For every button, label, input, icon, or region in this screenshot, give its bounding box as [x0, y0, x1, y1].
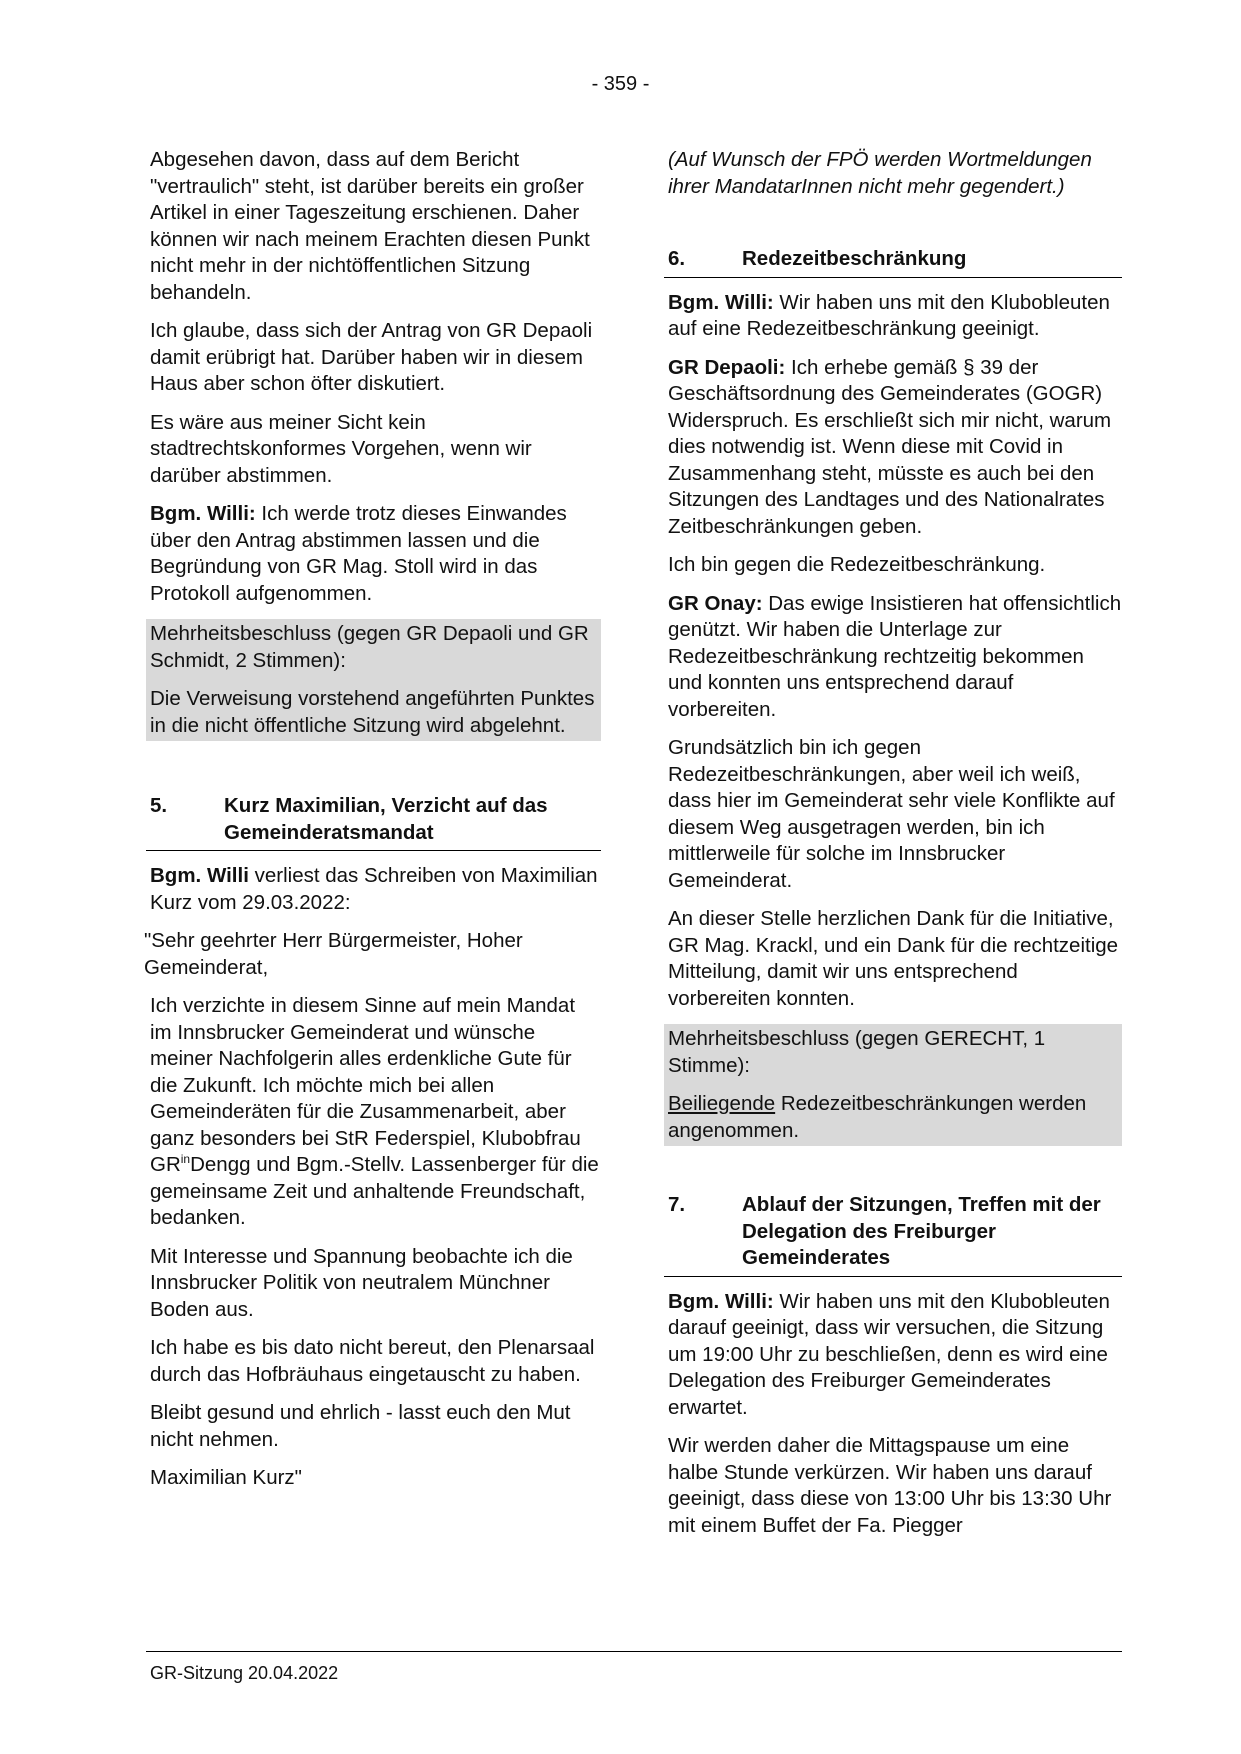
paragraph [664, 355, 1122, 541]
section-title: Kurz Maximilian, Verzicht auf das Gemeinderatsmandat [224, 794, 548, 844]
section-number: 5. [150, 794, 168, 817]
section-title: Ablauf der Sitzungen, Treffen mit der Delegation des Freiburger Gemeinderates [742, 1193, 1101, 1269]
section-heading-6 [664, 246, 1122, 278]
right-column [664, 147, 1122, 1551]
paragraph [146, 863, 601, 916]
paragraph: Ich glaube, dass sich der Antrag von GR Depaoli damit erübrigt hat. Darüber haben wir in diesem Haus aber schon öfter diskutiert. [150, 319, 593, 395]
paragraph [664, 1289, 1122, 1422]
speaker: Bgm. Willi: [668, 290, 774, 314]
speaker: Bgm. Willi: [150, 502, 256, 525]
speech-text: verliest das Schreiben von Maximilian Kurz vom 29.03.2022: [150, 864, 598, 914]
speech-text: Das ewige Insistieren hat offensichtlich genützt. Wir haben die Unterlage zur Redezeitbeschränkung rechtzeitig bekommen und konnten uns entsprechend darauf vorbereiten. [668, 591, 1122, 721]
page-number: - 359 - [591, 73, 650, 95]
resolution-box [664, 1024, 1122, 1146]
section-title: Redezeitbeschränkung [742, 247, 967, 270]
resolution-box [146, 619, 601, 741]
letter-paragraph: Ich verzichte in diesem Sinne auf mein Mandat im Innsbrucker Gemeinderat und wünsche meiner Nachfolgerin alles erdenkliche Gute für die Zukunft. Ich möchte mich bei allen Gemeinderäten für die Zusammenarbeit, aber ganz besonders bei StR Federspiel, Klubobfrau $GR^{in}Dengg$ und Bgm.-Stellv. Lassenberger für die gemeinsame Zeit und anhaltende Freundschaft, bedanken. [150, 994, 599, 1229]
paragraph: Abgesehen davon, dass auf dem Bericht "vertraulich" steht, ist darüber bereits ein großer Artikel in einer Tageszeitung erschienen. Daher können wir nach meinem Erachten diesen Punkt nicht mehr in der nichtöffentlichen Sitzung behandeln. [150, 148, 590, 304]
speaker: Bgm. Willi [150, 864, 249, 887]
paragraph [664, 290, 1122, 343]
paragraph: Grundsätzlich bin ich gegen Redezeitbeschränkungen, aber weil ich weiß, dass hier im Gemeinderat sehr viele Konflikte auf diesem Weg ausgetragen werden, bin ich mittlerweile für solche im Innsbrucker Gemeinderat. [668, 736, 1115, 892]
section-heading-5 [146, 793, 601, 851]
resolution-text: Die Verweisung vorstehend angeführten Punktes in die nicht öffentliche Sitzung wird abgelehnt. [150, 687, 595, 737]
speaker: Bgm. Willi: [668, 1289, 774, 1313]
left-column [146, 147, 601, 1504]
paragraph [146, 501, 601, 607]
speech-text: Wir haben uns mit den Klubobleuten darauf geeinigt, dass wir versuchen, die Sitzung um 19:00 Uhr zu beschließen, denn es wird eine Delegation des Freiburger Gemeinderates erwartet. [668, 1289, 1110, 1419]
footer-divider [146, 1651, 1122, 1652]
section-heading-7 [664, 1192, 1122, 1277]
letter-signature: Maximilian Kurz" [150, 1466, 302, 1489]
resolution-text: Beiliegende Redezeitbeschränkungen werden angenommen. [668, 1092, 1087, 1142]
section-number: 7. [668, 1193, 686, 1216]
paragraph: Ich bin gegen die Redezeitbeschränkung. [668, 553, 1046, 576]
paragraph: Wir werden daher die Mittagspause um eine halbe Stunde verkürzen. Wir haben uns darauf geeinigt, dass diese von 13:00 Uhr bis 13:30 Uhr mit einem Buffet der Fa. Piegger [668, 1434, 1112, 1537]
resolution-vote: Mehrheitsbeschluss (gegen GERECHT, 1 Stimme): [668, 1027, 1046, 1077]
letter-salutation: "Sehr geehrter Herr Bürgermeister, Hoher Gemeinderat, [144, 929, 523, 979]
speaker: GR Depaoli: [668, 355, 786, 379]
paragraph [664, 591, 1122, 724]
editorial-note: (Auf Wunsch der FPÖ werden Wortmeldungen ihrer MandatarInnen nicht mehr gegendert.) [668, 148, 1092, 198]
paragraph: Es wäre aus meiner Sicht kein stadtrechtskonformes Vorgehen, wenn wir darüber abstimmen. [150, 410, 532, 487]
paragraph: An dieser Stelle herzlichen Dank für die Initiative, GR Mag. Krackl, und ein Dank für die rechtzeitige Mitteilung, damit wir uns entsprechend vorbereiten konnten. [668, 907, 1119, 1010]
attachment-link-text: Beiliegende [668, 1092, 776, 1115]
speech-text: Wir haben uns mit den Klubobleuten auf eine Redezeitbeschränkung geeinigt. [668, 290, 1110, 340]
speech-text: Ich erhebe gemäß § 39 der Geschäftsordnung des Gemeinderates (GOGR) Widerspruch. Es erschließt sich mir nicht, warum dies notwendig ist. Wenn diese mit Covid in Zusammenhang steht, müsste es auch bei den Sitzungen des Landtages und des Nationalrates Zeitbeschränkungen geben. [668, 355, 1112, 538]
letter-paragraph: Ich habe es bis dato nicht bereut, den Plenarsaal durch das Hofbräuhaus eingetauscht zu haben. [150, 1336, 595, 1386]
speech-text: Ich werde trotz dieses Einwandes über den Antrag abstimmen lassen und die Begründung von GR Mag. Stoll wird in das Protokoll aufgenommen. [150, 502, 567, 605]
letter-paragraph: Mit Interesse und Spannung beobachte ich die Innsbrucker Politik von neutralem Münchner Boden aus. [150, 1244, 573, 1321]
section-number: 6. [668, 247, 686, 270]
footer-text: GR-Sitzung 20.04.2022 [150, 1663, 339, 1683]
letter-paragraph: Bleibt gesund und ehrlich - lasst euch den Mut nicht nehmen. [150, 1401, 571, 1451]
resolution-vote: Mehrheitsbeschluss (gegen GR Depaoli und GR Schmidt, 2 Stimmen): [150, 622, 589, 672]
speaker: GR Onay: [668, 591, 763, 615]
